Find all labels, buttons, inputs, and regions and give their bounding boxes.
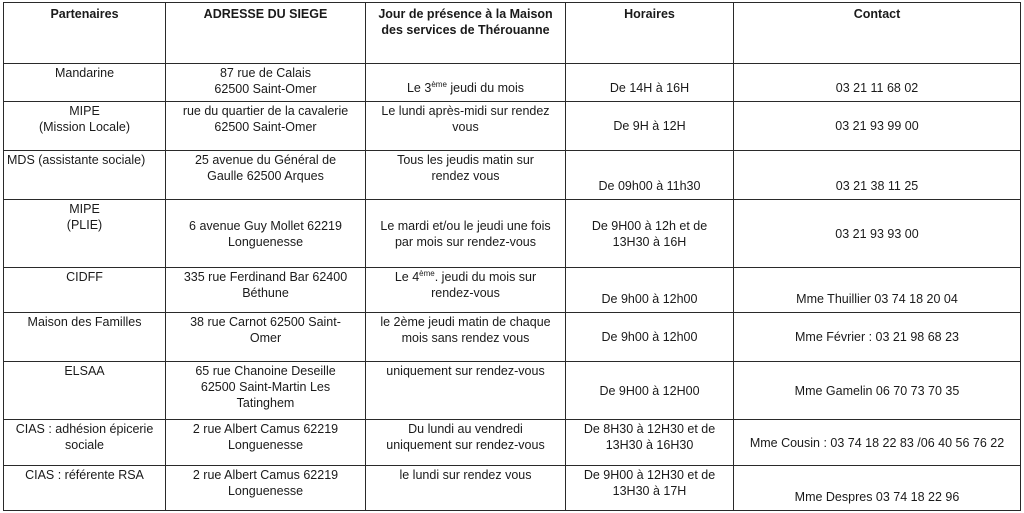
cell-horaires: De 9H00 à 12H30 et de 13H30 à 17H: [566, 466, 734, 511]
cell-jour: Le 4ème. jeudi du mois sur rendez-vous: [366, 268, 566, 313]
cell-contact: 03 21 93 93 00: [734, 200, 1021, 268]
cell-jour: le lundi sur rendez vous: [366, 466, 566, 511]
cell-jour: Tous les jeudis matin sur rendez vous: [366, 151, 566, 200]
cell-jour: Le 3ème jeudi du mois: [366, 64, 566, 102]
table-row: [4, 466, 1021, 511]
table-row: [4, 64, 1021, 102]
cell-horaires: De 8H30 à 12H30 et de 13H30 à 16H30: [566, 420, 734, 466]
table-row: [4, 200, 1021, 268]
cell-partenaire: CIDFF: [4, 268, 166, 313]
cell-partenaire: MIPE (PLIE): [4, 200, 166, 268]
cell-adresse: rue du quartier de la cavalerie 62500 Saint-Omer: [166, 102, 366, 151]
header-jour: Jour de présence à la Maison des services de Thérouanne: [366, 3, 566, 64]
cell-contact: 03 21 38 11 25: [734, 151, 1021, 200]
cell-contact: Mme Cousin : 03 74 18 22 83 /06 40 56 76 22: [734, 420, 1021, 466]
cell-horaires: De 9h00 à 12h00: [566, 313, 734, 362]
cell-adresse: 25 avenue du Général de Gaulle 62500 Arques: [166, 151, 366, 200]
cell-contact: 03 21 93 99 00: [734, 102, 1021, 151]
table-row: [4, 102, 1021, 151]
cell-partenaire: ELSAA: [4, 362, 166, 420]
cell-contact: Mme Gamelin 06 70 73 70 35: [734, 362, 1021, 420]
cell-adresse: 2 rue Albert Camus 62219 Longuenesse: [166, 420, 366, 466]
cell-adresse: 87 rue de Calais 62500 Saint-Omer: [166, 64, 366, 102]
cell-adresse: 65 rue Chanoine Deseille 62500 Saint-Martin Les Tatinghem: [166, 362, 366, 420]
cell-jour: Du lundi au vendredi uniquement sur rendez-vous: [366, 420, 566, 466]
cell-adresse: 38 rue Carnot 62500 Saint- Omer: [166, 313, 366, 362]
table-row: [4, 420, 1021, 466]
cell-jour: Le mardi et/ou le jeudi une fois par mois sur rendez-vous: [366, 200, 566, 268]
header-contact: Contact: [734, 3, 1021, 64]
partners-table: [3, 2, 1021, 511]
cell-contact: 03 21 11 68 02: [734, 64, 1021, 102]
cell-contact: Mme Thuillier 03 74 18 20 04: [734, 268, 1021, 313]
cell-adresse: 335 rue Ferdinand Bar 62400 Béthune: [166, 268, 366, 313]
cell-partenaire: Mandarine: [4, 64, 166, 102]
cell-horaires: De 14H à 16H: [566, 64, 734, 102]
table-row: [4, 151, 1021, 200]
cell-jour: Le lundi après-midi sur rendez vous: [366, 102, 566, 151]
cell-partenaire: CIAS : référente RSA: [4, 466, 166, 511]
table-row: [4, 313, 1021, 362]
cell-partenaire: MDS (assistante sociale): [4, 151, 166, 200]
cell-jour: le 2ème jeudi matin de chaque mois sans rendez vous: [366, 313, 566, 362]
table-row: [4, 362, 1021, 420]
cell-horaires: De 9h00 à 12h00: [566, 268, 734, 313]
cell-horaires: De 9H00 à 12h et de 13H30 à 16H: [566, 200, 734, 268]
cell-partenaire: CIAS : adhésion épicerie sociale: [4, 420, 166, 466]
cell-jour: uniquement sur rendez-vous: [366, 362, 566, 420]
cell-horaires: De 09h00 à 11h30: [566, 151, 734, 200]
header-horaires: Horaires: [566, 3, 734, 64]
cell-adresse: 2 rue Albert Camus 62219 Longuenesse: [166, 466, 366, 511]
cell-adresse: 6 avenue Guy Mollet 62219 Longuenesse: [166, 200, 366, 268]
header-partenaires: Partenaires: [4, 3, 166, 64]
cell-partenaire: Maison des Familles: [4, 313, 166, 362]
cell-horaires: De 9H à 12H: [566, 102, 734, 151]
header-row: [4, 3, 1021, 64]
cell-partenaire: MIPE (Mission Locale): [4, 102, 166, 151]
cell-contact: Mme Février : 03 21 98 68 23: [734, 313, 1021, 362]
cell-horaires: De 9H00 à 12H00: [566, 362, 734, 420]
table-row: [4, 268, 1021, 313]
header-adresse: ADRESSE DU SIEGE: [166, 3, 366, 64]
cell-contact: Mme Despres 03 74 18 22 96: [734, 466, 1021, 511]
